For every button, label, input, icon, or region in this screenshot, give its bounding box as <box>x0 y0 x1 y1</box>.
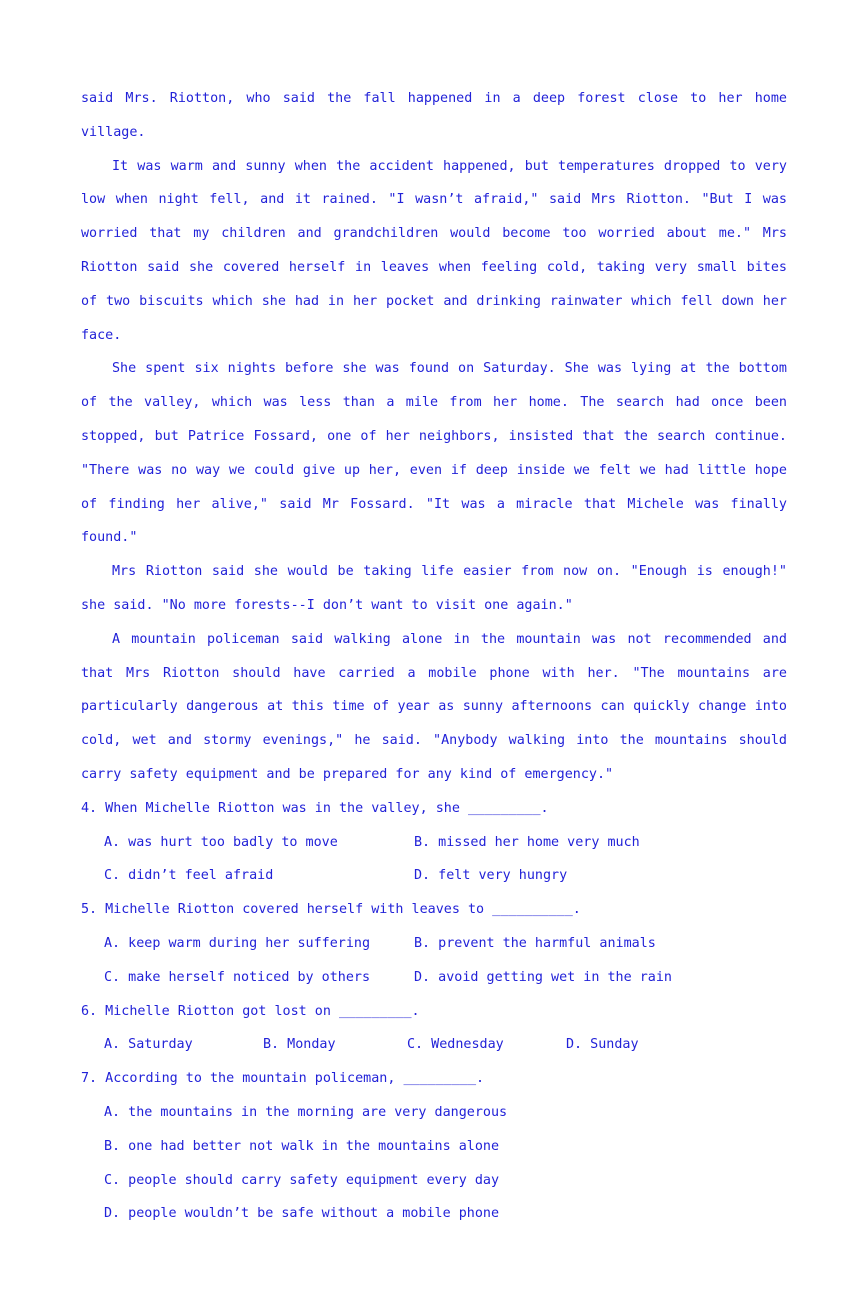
option-c: C. people should carry safety equipment every day <box>104 1172 500 1188</box>
option-d: D. Sunday <box>566 1037 639 1053</box>
option-d: D. people wouldn’t be safe without a mobile phone <box>104 1206 500 1222</box>
document-page <box>81 82 787 1231</box>
option-d: D. avoid getting wet in the rain <box>414 969 672 985</box>
option-c: C. Wednesday <box>407 1037 504 1053</box>
options-row <box>81 1096 787 1130</box>
passage-paragraph-5: A mountain policeman said walking alone in the mountain was not recommended and that Mrs Riotton should have carried a mobile phone with her. "The mountains are particularly dangerous at this time of year as sunny afternoons can quickly change into cold, wet and stormy evenings," he said. "Anybody walking into the mountains should carry safety equipment and be prepared for any kind of emergency." <box>81 631 787 782</box>
question-stem: 5. Michelle Riotton covered herself with leaves to __________. <box>81 902 581 918</box>
question-stem: 7. According to the mountain policeman, _________. <box>81 1071 485 1087</box>
option-b: B. Monday <box>263 1037 336 1053</box>
options-row <box>81 1197 787 1231</box>
option-a: A. keep warm during her suffering <box>104 935 371 951</box>
option-c: C. didn’t feel afraid <box>104 868 274 884</box>
option-a: A. was hurt too badly to move <box>104 834 338 850</box>
option-b: B. prevent the harmful animals <box>414 935 656 951</box>
question-6 <box>81 995 787 1063</box>
option-c: C. make herself noticed by others <box>104 969 371 985</box>
question-7 <box>81 1062 787 1231</box>
options-row <box>81 927 787 961</box>
passage-paragraph-1: said Mrs. Riotton, who said the fall happened in a deep forest close to her home village. <box>81 91 787 140</box>
options-row <box>81 859 787 893</box>
question-4 <box>81 792 787 893</box>
options-row <box>81 826 787 860</box>
option-a: A. the mountains in the morning are very dangerous <box>104 1104 508 1120</box>
question-stem: 4. When Michelle Riotton was in the valley, she _________. <box>81 800 549 816</box>
options-row <box>81 1130 787 1164</box>
option-a: A. Saturday <box>104 1037 193 1053</box>
question-5 <box>81 893 787 994</box>
options-row <box>81 1028 787 1062</box>
option-b: B. missed her home very much <box>414 834 640 850</box>
passage-paragraph-3: She spent six nights before she was found on Saturday. She was lying at the bottom of the valley, which was less than a mile from her home. The search had once been stopped, but Patrice Fossard, one of her neighbors, insisted that the search continue. "There was no way we could give up her, even if deep inside we felt we had little hope of finding her alive," said Mr Fossard. "It was a miracle that Michele was finally found." <box>81 361 787 546</box>
passage-paragraph-2: It was warm and sunny when the accident happened, but temperatures dropped to very low when night fell, and it rained. "I wasn’t afraid," said Mrs Riotton. "But I was worried that my children and grandchildren would become too worried about me." Mrs Riotton said she covered herself in leaves when feeling cold, taking very small bites of two biscuits which she had in her pocket and drinking rainwater which fell down her face. <box>81 158 787 343</box>
question-stem: 6. Michelle Riotton got lost on _________. <box>81 1003 420 1019</box>
option-b: B. one had better not walk in the mountains alone <box>104 1138 500 1154</box>
option-d: D. felt very hungry <box>414 868 568 884</box>
options-row <box>81 961 787 995</box>
passage-paragraph-4: Mrs Riotton said she would be taking life easier from now on. "Enough is enough!" she said. "No more forests--I don’t want to visit one again." <box>81 564 787 613</box>
options-row <box>81 1164 787 1198</box>
